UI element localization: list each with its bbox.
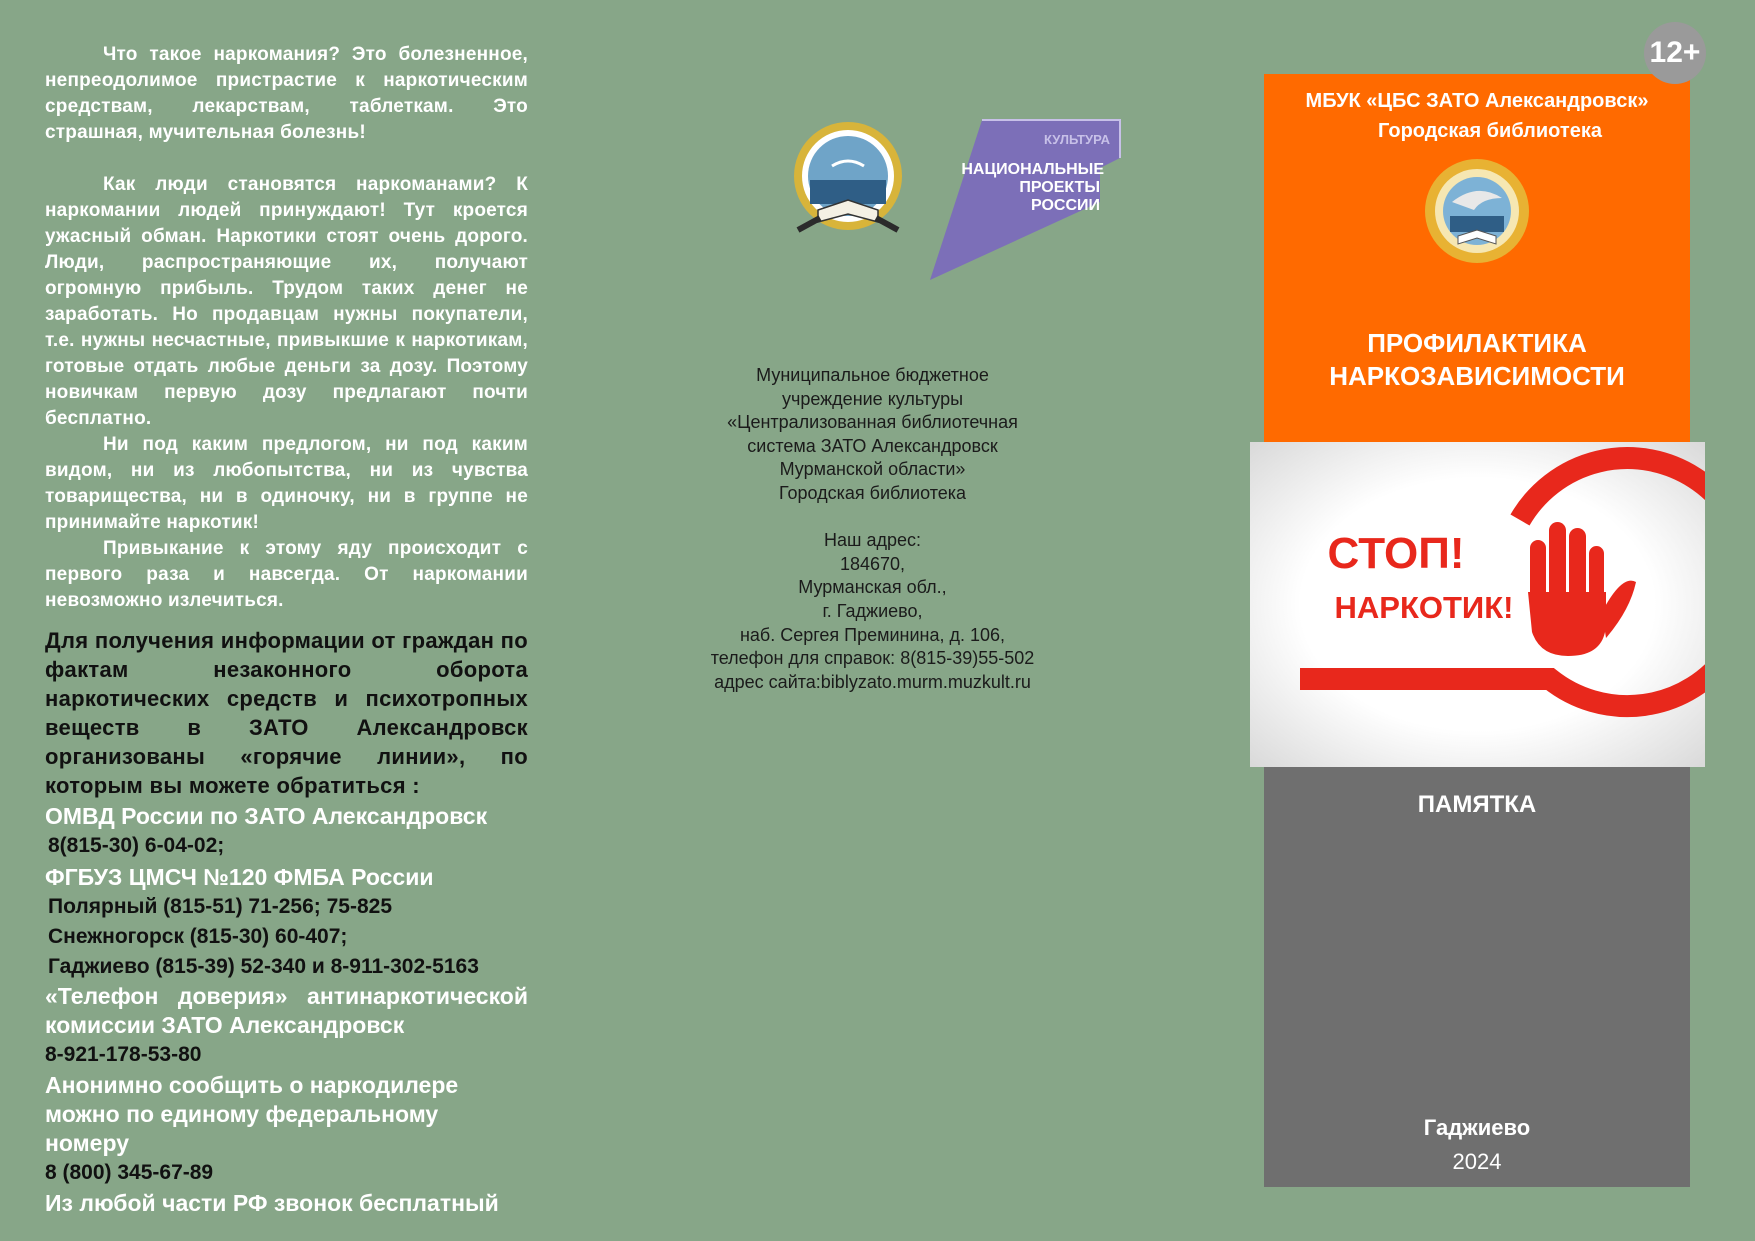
- addr-line: [600, 506, 1145, 530]
- city-label: Гаджиево: [1423, 1115, 1531, 1140]
- fgbuz-label: ФГБУЗ ЦМСЧ №120 ФМБА России: [45, 864, 434, 890]
- snezhnogorsk-phone: Снежногорск (815-30) 60-407;: [48, 925, 348, 948]
- anonymous-report-label: Анонимно сообщить о наркодилере можно по единому федеральному номеру: [45, 1072, 459, 1156]
- omvd-phone: 8(815-30) 6-04-02;: [48, 834, 225, 857]
- memo-label: ПАМЯТКА: [1417, 791, 1537, 818]
- year-label: 2024: [1452, 1149, 1502, 1174]
- omvd-label: ОМВД России по ЗАТО Александровск: [45, 803, 488, 829]
- cover-footer: [1264, 767, 1690, 1187]
- org-name: МБУК «ЦБС ЗАТО Александровск»: [1305, 90, 1649, 112]
- title-line-1: ПРОФИЛАКТИКА: [1367, 328, 1587, 358]
- addr-line: Городская библиотека: [778, 482, 967, 503]
- addr-line: Муниципальное бюджетное: [756, 365, 989, 385]
- addr-line: 184670,: [839, 553, 906, 574]
- title-line-2: НАРКОЗАВИСИМОСТИ: [1329, 361, 1625, 391]
- info-column: [45, 42, 528, 1218]
- national-projects-logo: [930, 120, 1120, 280]
- addr-line: Мурманская обл.,: [798, 577, 947, 598]
- addr-line: г. Гаджиево,: [822, 600, 923, 621]
- addr-line: «Централизованная библиотечная: [727, 412, 1018, 433]
- age-rating-badge: 12+: [1644, 22, 1706, 84]
- addr-line: Мурманской области»: [779, 459, 966, 480]
- logo-np-line3: РОССИИ: [1030, 197, 1100, 214]
- library-crest-icon: [1422, 156, 1532, 266]
- org-subtitle: Городская библиотека: [1378, 120, 1602, 142]
- polyarny-phone: Полярный (815-51) 71-256; 75-825: [48, 895, 392, 918]
- paragraph-how-people-become-addicts: Как люди становятся наркоманами? К наркомании людей принуждают! Тут кроется ужасный обман. Наркотики стоят очень дорого. Люди, распространяющие их, получают огромную прибыль. Трудом таких денег не заработать. Но продавцам нужны покупатели, т.е. нужны несчастные, привыкшие к наркотикам, готовые отдать любые деньги за дозу. Поэтому новичкам первую дозу предлагают почти бесплатно.: [45, 174, 528, 429]
- stop-drugs-illustration: [1250, 442, 1705, 767]
- cover-header: [1264, 74, 1690, 442]
- paragraph-addiction-forever: Привыкание к этому яду происходит с первого раза и навсегда. От наркомании невозможно излечиться.: [45, 538, 528, 611]
- paragraph-never-take: Ни под каким предлогом, ни под каким видом, ни из любопытства, ни из чувства товарищества, ни в одиночку, ни в группе не принимайте наркотик!: [45, 434, 528, 533]
- website-line: адрес сайта:biblyzato.murm.muzkult.ru: [714, 671, 1031, 692]
- logo-np-line1: НАЦИОНАЛЬНЫЕ: [961, 161, 1104, 178]
- hand-stop-icon: [1528, 522, 1636, 656]
- gadzhievo-phone: Гаджиево (815-39) 52-340 и 8-911-302-5163: [48, 955, 479, 978]
- trust-line-phone: 8-921-178-53-80: [45, 1043, 202, 1066]
- logo-culture-text: КУЛЬТУРА: [1044, 132, 1110, 147]
- addr-line: Наш адрес:: [824, 530, 921, 551]
- trust-line-label: «Телефон доверия» антинаркотической комиссии ЗАТО Александровск: [45, 983, 528, 1038]
- stop-graphic: [1250, 442, 1705, 767]
- library-emblem-icon: [794, 122, 902, 230]
- logos: [790, 118, 1130, 288]
- paragraph-what-is-addiction: Что такое наркомания? Это болезненное, непреодолимое пристрастие к наркотическим средствам, лекарствам, таблеткам. Это страшная, мучительная болезнь!: [45, 44, 528, 143]
- addr-line: наб. Сергея Преминина, д. 106,: [739, 624, 1006, 645]
- addr-line: учреждение культуры: [781, 388, 964, 409]
- stop-text: СТОП!: [1327, 529, 1465, 578]
- addr-line: телефон для справок: 8(815-39)55-502: [710, 648, 1035, 669]
- drug-text: НАРКОТИК!: [1334, 590, 1514, 625]
- federal-phone: 8 (800) 345-67-89: [45, 1161, 214, 1184]
- address-block: [600, 364, 1145, 694]
- brochure-title: [1264, 327, 1690, 393]
- free-call-note: Из любой части РФ звонок бесплатный: [45, 1190, 499, 1216]
- logo-np-line2: ПРОЕКТЫ: [1019, 179, 1100, 196]
- hotline-intro: Для получения информации от граждан по фактам незаконного оборота наркотических средств и психотропных веществ в ЗАТО Александровск организованы «горячие линии», по которым вы можете обратиться :: [45, 628, 528, 798]
- contacts-column: [600, 0, 1160, 1241]
- addr-line: система ЗАТО Александровск: [747, 435, 998, 456]
